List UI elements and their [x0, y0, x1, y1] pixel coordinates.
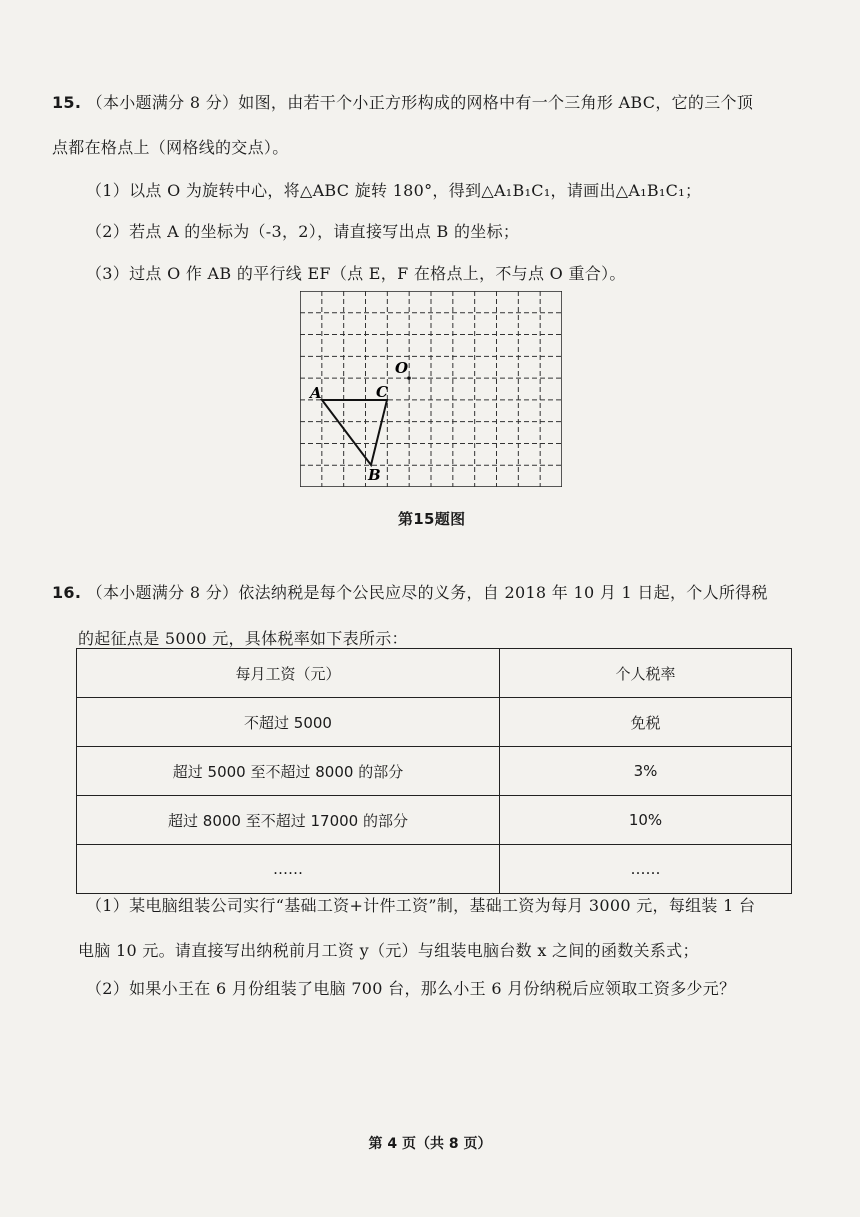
q15-stem-2: 点都在格点上（网格线的交点）。: [52, 138, 289, 157]
q15-line1: [52, 90, 753, 113]
cell-rate: 免税: [500, 698, 792, 747]
table-row: [77, 747, 792, 796]
figure-caption: 第15题图: [398, 510, 466, 528]
grid-svg: [300, 291, 562, 487]
page-footer: 第 4 页（共 8 页）: [368, 1136, 492, 1152]
label-c: C: [376, 383, 388, 401]
q16-stem-1: （本小题满分 8 分）依法纳税是每个公民应尽的义务，自 2018 年 10 月 1 日起，个人所得税: [86, 583, 768, 602]
grid-lines: [300, 291, 562, 487]
label-o: O: [395, 359, 409, 377]
q15-sub1: （1）以点 O 为旋转中心，将△ABC 旋转 180°，得到△A₁B₁C₁，请画出△A₁B₁C₁；: [86, 181, 702, 200]
table-row: [77, 796, 792, 845]
cell-salary: 超过 8000 至不超过 17000 的部分: [77, 796, 500, 845]
cell-rate: 3%: [500, 747, 792, 796]
table-header-row: [77, 649, 792, 698]
q15-number: 15.: [52, 93, 82, 112]
cell-salary: ……: [77, 845, 500, 894]
triangle-abc: [322, 400, 387, 465]
label-a: A: [310, 384, 322, 402]
q15-sub2: （2）若点 A 的坐标为（-3，2），请直接写出点 B 的坐标；: [86, 222, 520, 241]
q16-stem-2: 的起征点是 5000 元，具体税率如下表所示：: [78, 629, 408, 648]
q16-line1: [52, 580, 768, 603]
label-b: B: [368, 466, 381, 484]
q16-number: 16.: [52, 583, 82, 602]
header-salary: 每月工资（元）: [77, 649, 500, 698]
header-rate: 个人税率: [500, 649, 792, 698]
table-row: [77, 845, 792, 894]
table-row: [77, 698, 792, 747]
cell-salary: 不超过 5000: [77, 698, 500, 747]
q16-sub1-line2: 电脑 10 元。请直接写出纳税前月工资 y（元）与组装电脑台数 x 之间的函数关系式；: [78, 941, 699, 960]
cell-salary: 超过 5000 至不超过 8000 的部分: [77, 747, 500, 796]
cell-rate: ……: [500, 845, 792, 894]
q16-sub1-line1: （1）某电脑组装公司实行“基础工资+计件工资”制，基础工资为每月 3000 元，每组装 1 台: [86, 896, 756, 915]
q15-sub3: （3）过点 O 作 AB 的平行线 EF（点 E，F 在格点上，不与点 O 重合）。: [86, 264, 626, 283]
q15-stem-1: （本小题满分 8 分）如图，由若干个小正方形构成的网格中有一个三角形 ABC，它的三个顶: [86, 93, 754, 112]
tax-rate-table: [76, 648, 792, 894]
q16-sub2: （2）如果小王在 6 月份组装了电脑 700 台，那么小王 6 月份纳税后应领取工资多少元？: [86, 979, 736, 998]
cell-rate: 10%: [500, 796, 792, 845]
q15-grid-figure: [300, 291, 562, 487]
